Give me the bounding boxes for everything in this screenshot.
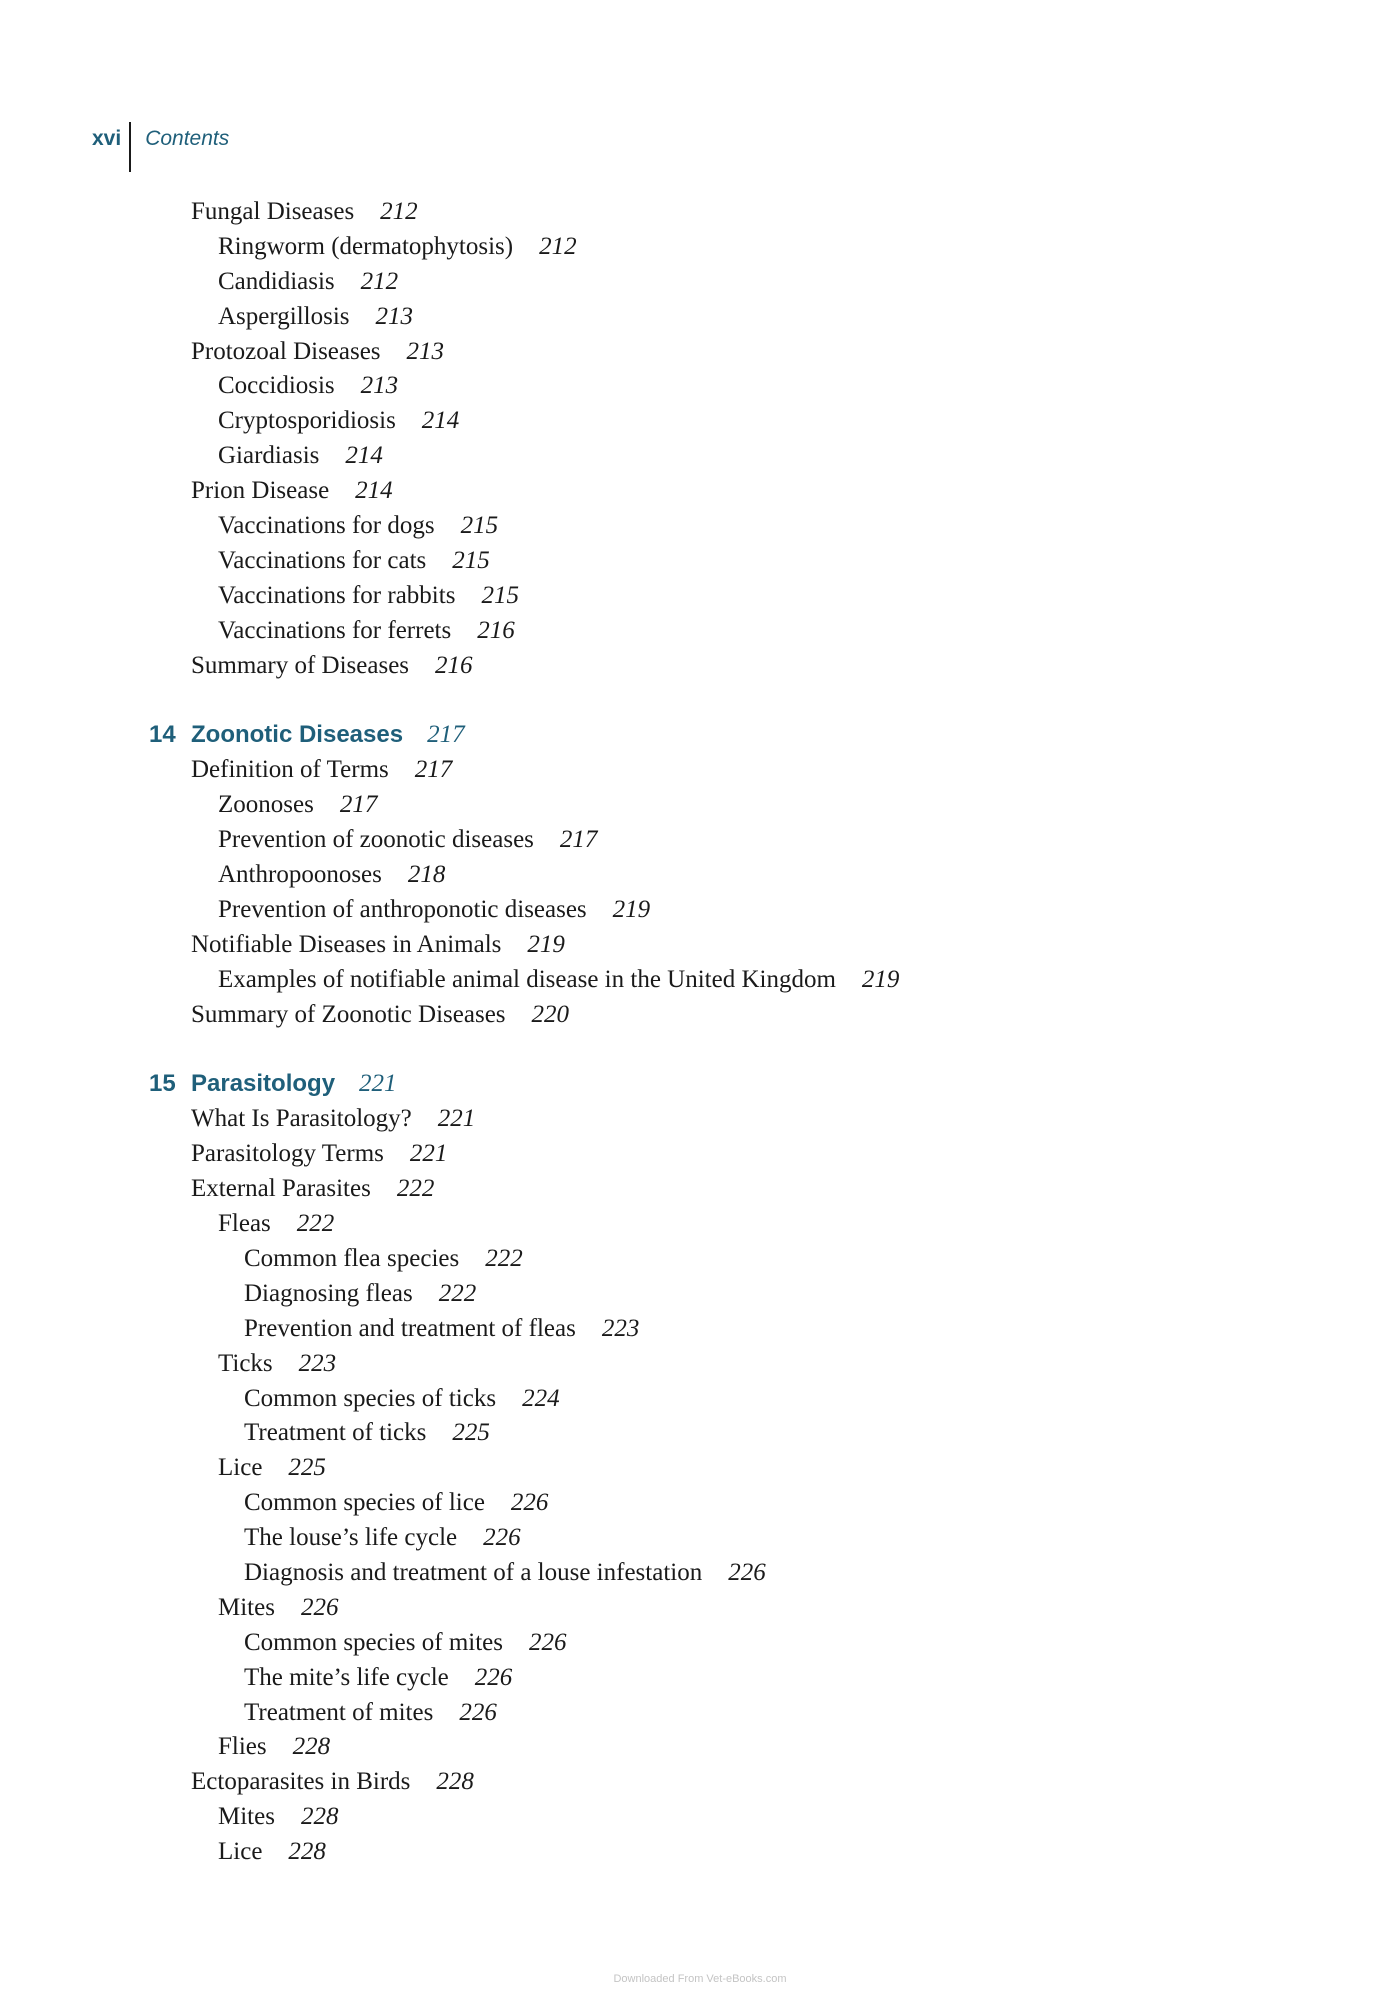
page-number: xvi [92,127,122,150]
toc-entry[interactable]: Vaccinations for dogs 215 [218,512,499,540]
toc-page-number: 226 [474,1663,513,1691]
toc-entry[interactable]: Lice 225 [218,1454,326,1482]
toc-page-number: 222 [438,1279,477,1307]
toc-entry[interactable]: The louse’s life cycle 226 [244,1524,521,1552]
spacer [0,1032,1400,1067]
toc-page-number: 217 [414,756,453,784]
toc-page-number: 216 [435,651,473,679]
toc-page-number: 215 [460,512,499,540]
toc-entry[interactable]: Fungal Diseases 212 [191,198,418,225]
toc-page-number: 228 [288,1838,326,1866]
toc-entry[interactable]: Ticks 223 [218,1349,337,1377]
toc-page-number: 226 [300,1593,339,1621]
toc-entry[interactable]: Giardiasis 214 [218,442,383,470]
toc-page-number: 220 [531,1000,570,1028]
toc-entry[interactable]: Summary of Diseases 216 [191,651,473,679]
toc-entry[interactable]: Treatment of ticks 225 [244,1419,490,1447]
toc-page-number: 212 [380,198,418,225]
table-of-contents [0,195,1400,1870]
toc-entry[interactable]: Vaccinations for rabbits 215 [218,581,519,609]
toc-entry[interactable]: Prevention and treatment of fleas 223 [244,1314,640,1342]
toc-page-number: 217 [559,826,598,854]
toc-page-number: 228 [300,1803,339,1831]
toc-page-number: 225 [288,1454,326,1482]
toc-entry[interactable]: Parasitology Terms 221 [191,1140,448,1168]
toc-entry[interactable]: Protozoal Diseases 213 [191,337,445,365]
toc-page-number: 215 [452,546,490,574]
toc-page-number: 212 [539,232,577,260]
running-header [92,122,229,172]
toc-page-number: 224 [522,1384,560,1412]
toc-page-number: 213 [406,337,445,365]
toc-entry[interactable]: Prion Disease 214 [191,477,393,505]
toc-page-number: 214 [345,442,383,470]
toc-entry[interactable]: Treatment of mites 226 [244,1698,497,1726]
toc-entry[interactable]: Diagnosing fleas 222 [244,1279,477,1307]
spacer [0,683,1400,718]
toc-entry[interactable]: Definition of Terms 217 [191,756,453,784]
toc-page-number: 216 [477,616,515,644]
toc-page-number: 214 [421,407,460,435]
toc-page-number: 221 [437,1105,476,1133]
toc-entry[interactable]: Diagnosis and treatment of a louse infestation 226 [244,1558,766,1586]
download-watermark: Downloaded From Vet-eBooks.com [613,1973,787,1985]
toc-page-number: 226 [529,1628,567,1656]
toc-page-number: 223 [298,1349,337,1377]
toc-entry[interactable]: Flies 228 [218,1733,331,1761]
toc-entry[interactable]: Common flea species 222 [244,1244,523,1272]
toc-entry[interactable]: Summary of Zoonotic Diseases 220 [191,1000,570,1028]
toc-page-number: 219 [527,930,565,958]
toc-entry[interactable]: Lice 228 [218,1838,326,1866]
toc-page-number: 218 [407,861,446,889]
toc-entry[interactable]: Examples of notifiable animal disease in the United Kingdom 219 [218,965,900,993]
chapter-number: 15 [149,1070,176,1098]
toc-entry[interactable]: Prevention of zoonotic diseases 217 [218,826,598,854]
toc-entry[interactable]: The mite’s life cycle 226 [244,1663,513,1691]
toc-page-number: 226 [728,1558,766,1586]
toc-entry[interactable]: Fleas 222 [218,1210,335,1238]
toc-entry[interactable]: Mites 228 [218,1803,339,1831]
toc-entry[interactable]: Zoonoses 217 [218,791,378,819]
chapter-page-number: 221 [359,1070,397,1098]
toc-page-number: 217 [339,791,378,819]
toc-page-number: 213 [360,372,399,400]
toc-entry[interactable]: Candidiasis 212 [218,267,399,295]
toc-entry[interactable]: Coccidiosis 213 [218,372,399,400]
toc-entry[interactable]: Aspergillosis 213 [218,302,413,330]
toc-page-number: 219 [612,895,651,923]
toc-entry[interactable]: Common species of lice 226 [244,1489,549,1517]
toc-entry[interactable]: Vaccinations for cats 215 [218,546,490,574]
toc-entry[interactable]: Prevention of anthroponotic diseases 219 [218,895,651,923]
toc-entry[interactable]: Notifiable Diseases in Animals 219 [191,930,565,958]
toc-page-number: 214 [355,477,393,505]
toc-page-number: 226 [510,1489,549,1517]
toc-entry[interactable]: Vaccinations for ferrets 216 [218,616,515,644]
chapter-title: Zoonotic Diseases [191,721,404,749]
chapter-heading-14[interactable] [0,718,1400,753]
toc-page-number: 223 [601,1314,640,1342]
running-title: Contents [145,127,230,150]
toc-entry[interactable]: Cryptosporidiosis 214 [218,407,460,435]
toc-page-number: 226 [483,1524,521,1552]
header-divider [129,122,131,172]
toc-page-number: 222 [296,1210,335,1238]
toc-page-number: 222 [396,1175,435,1203]
chapter-number: 14 [149,721,176,749]
toc-entry[interactable]: Common species of ticks 224 [244,1384,560,1412]
chapter-heading-15[interactable] [0,1067,1400,1102]
toc-entry[interactable]: Mites 226 [218,1593,339,1621]
toc-page-number: 215 [481,581,519,609]
chapter-title: Parasitology [191,1070,336,1098]
toc-entry[interactable]: External Parasites 222 [191,1175,435,1203]
toc-page-number: 225 [452,1419,490,1447]
toc-page-number: 213 [375,302,413,330]
toc-page-number: 221 [409,1140,448,1168]
toc-page-number: 228 [436,1768,474,1796]
toc-entry[interactable]: What Is Parasitology? 221 [191,1105,476,1133]
toc-entry[interactable]: Common species of mites 226 [244,1628,567,1656]
toc-page-number: 228 [292,1733,331,1761]
toc-page-number: 226 [459,1698,497,1726]
toc-entry[interactable]: Anthropoonoses 218 [218,861,446,889]
chapter-page-number: 217 [427,721,465,749]
toc-page-number: 222 [485,1244,523,1272]
toc-entry[interactable]: Ectoparasites in Birds 228 [191,1768,474,1796]
toc-page-number: 212 [360,267,399,295]
toc-page-number: 219 [861,965,900,993]
toc-entry[interactable]: Ringworm (dermatophytosis) 212 [218,232,577,260]
